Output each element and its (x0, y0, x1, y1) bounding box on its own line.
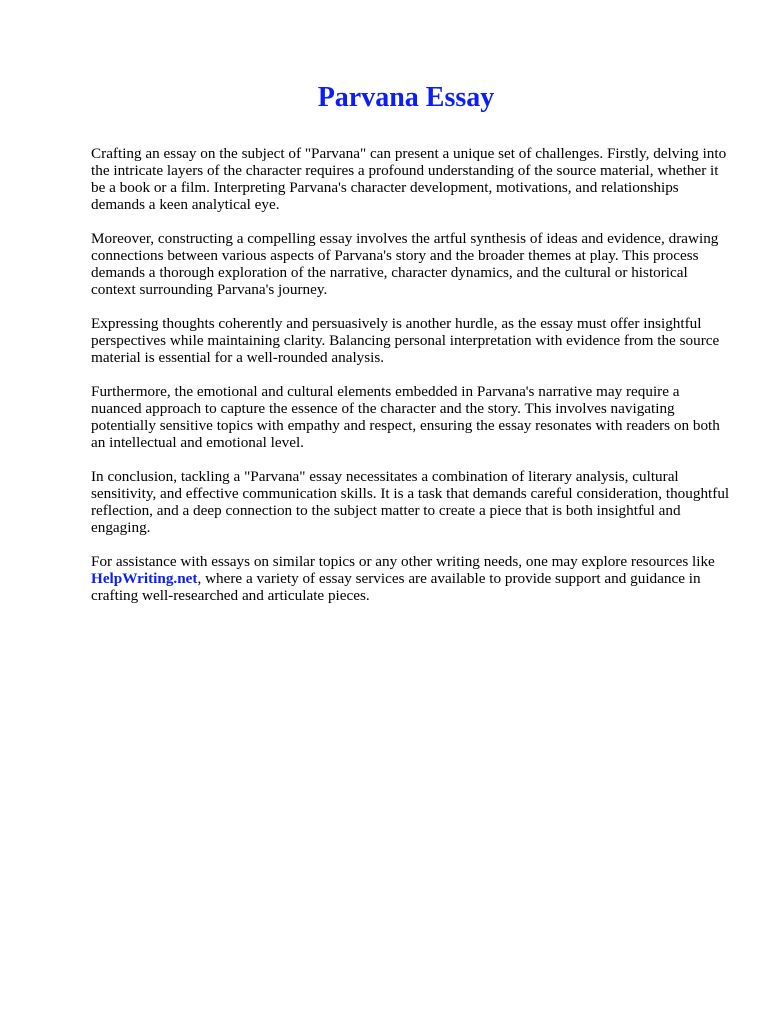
document-page (91, 0, 731, 621)
paragraph-3: Expressing thoughts coherently and persuasively is another hurdle, as the essay must offer insightful perspectives while maintaining clarity. Balancing personal interpretation with evidence from the source material is essential for a well-rounded analysis. (91, 315, 720, 366)
page-title: Parvana Essay (317, 82, 495, 113)
paragraph-5: In conclusion, tackling a "Parvana" essay necessitates a combination of literary analysis, cultural sensitivity, and effective communication skills. It is a task that demands careful consideration, thoughtful reflection, and a deep connection to the subject matter to create a piece that is both insightful and engaging. (91, 468, 730, 536)
essay-body (91, 145, 731, 604)
paragraph-1: Crafting an essay on the subject of "Parvana" can present a unique set of challenges. Firstly, delving into the intricate layers of the character requires a profound understanding of the source material, whether it be a book or a film. Interpreting Parvana's character development, motivations, and relationships demands a keen analytical eye. (91, 145, 727, 213)
paragraph-6 (91, 553, 731, 604)
paragraph-2: Moreover, constructing a compelling essay involves the artful synthesis of ideas and evidence, drawing connections between various aspects of Parvana's story and the broader themes at play. This process demands a thorough exploration of the narrative, character dynamics, and the cultural or historical context surrounding Parvana's journey. (91, 230, 719, 298)
paragraph-6-after-link: , where a variety of essay services are available to provide support and guidance in crafting well-researched and articulate pieces. (91, 570, 701, 604)
paragraph-6-before-link: For assistance with essays on similar topics or any other writing needs, one may explore resources like (91, 553, 715, 570)
paragraph-4: Furthermore, the emotional and cultural elements embedded in Parvana's narrative may require a nuanced approach to capture the essence of the character and the story. This involves navigating potentially sensitive topics with empathy and respect, ensuring the essay resonates with readers on both an intellectual and emotional level. (91, 383, 720, 451)
helpwriting-link[interactable]: HelpWriting.net (91, 570, 198, 587)
